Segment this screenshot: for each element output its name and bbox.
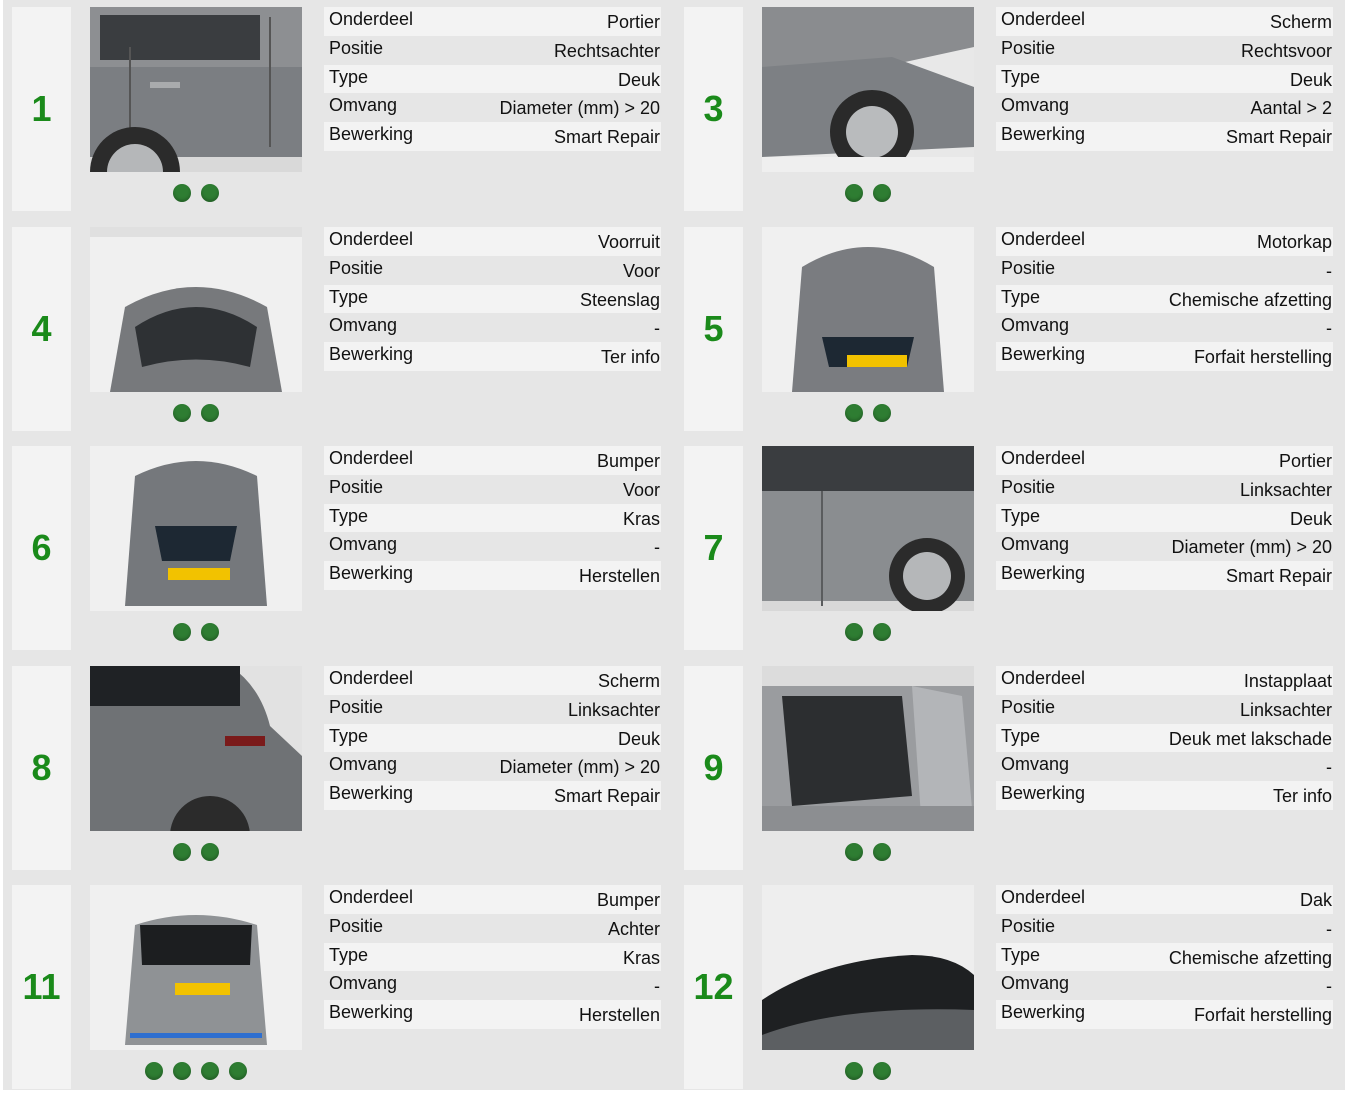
- field-value: Deuk: [1289, 69, 1332, 90]
- field-label: Bewerking: [1001, 1002, 1086, 1023]
- field-value: Ter info: [600, 347, 660, 368]
- field-label: Onderdeel: [329, 9, 414, 29]
- photo-pager[interactable]: [90, 1062, 302, 1080]
- field-label: Positie: [1001, 696, 1056, 717]
- damage-photo[interactable]: [762, 885, 974, 1050]
- field-label: Omvang: [329, 315, 398, 336]
- field-label: Positie: [329, 257, 384, 278]
- pager-dot[interactable]: [201, 1062, 219, 1080]
- detail-row-positie: [324, 695, 661, 724]
- damage-card: [12, 7, 660, 211]
- pager-dot[interactable]: [173, 1062, 191, 1080]
- detail-row-type: [996, 504, 1333, 533]
- field-value: -: [1326, 757, 1332, 778]
- damage-details: [324, 7, 661, 151]
- detail-row-positie: [996, 695, 1333, 724]
- damage-details: [324, 227, 661, 371]
- detail-row-type: [324, 504, 661, 533]
- detail-row-positie: [996, 475, 1333, 504]
- field-value: Smart Repair: [553, 786, 660, 807]
- pager-dot[interactable]: [873, 404, 891, 422]
- field-label: Bewerking: [1001, 124, 1086, 145]
- field-value: Steenslag: [579, 289, 660, 310]
- damage-number: 6: [12, 446, 71, 650]
- detail-row-bewerking: [996, 342, 1333, 371]
- field-label: Positie: [329, 476, 384, 497]
- field-label: Bewerking: [329, 783, 414, 804]
- field-label: Bewerking: [329, 1002, 414, 1023]
- field-label: Type: [1001, 505, 1041, 526]
- field-value: Rechtsvoor: [1240, 40, 1332, 61]
- field-value: Linksachter: [567, 699, 660, 720]
- field-value: Chemische afzetting: [1168, 289, 1332, 310]
- field-value: -: [1326, 260, 1332, 281]
- field-label: Onderdeel: [1001, 668, 1086, 688]
- photo-pager[interactable]: [762, 184, 974, 202]
- pager-dot[interactable]: [845, 843, 863, 861]
- field-label: Type: [329, 725, 369, 746]
- photo-pager[interactable]: [762, 1062, 974, 1080]
- damage-card: [684, 666, 1332, 870]
- field-label: Type: [329, 66, 369, 87]
- photo-pager[interactable]: [90, 184, 302, 202]
- field-value: Portier: [1278, 451, 1332, 471]
- pager-dot[interactable]: [873, 184, 891, 202]
- damage-details: [996, 446, 1333, 590]
- field-value: Motorkap: [1256, 232, 1332, 252]
- field-value: Scherm: [597, 671, 660, 691]
- damage-details: [324, 885, 661, 1029]
- detail-row-positie: [996, 914, 1333, 943]
- field-value: Chemische afzetting: [1168, 947, 1332, 968]
- detail-row-bewerking: [996, 1000, 1333, 1029]
- detail-row-onderdeel: [324, 7, 661, 36]
- damage-photo[interactable]: [762, 227, 974, 392]
- detail-row-type: [996, 65, 1333, 94]
- damage-details: [996, 227, 1333, 371]
- detail-row-omvang: [996, 313, 1333, 342]
- detail-row-positie: [324, 256, 661, 285]
- field-value: Dak: [1299, 890, 1332, 910]
- detail-row-bewerking: [324, 781, 661, 810]
- field-label: Bewerking: [1001, 783, 1086, 804]
- field-label: Type: [1001, 66, 1041, 87]
- damage-details: [324, 446, 661, 590]
- detail-row-type: [324, 724, 661, 753]
- damage-number: 12: [684, 885, 743, 1089]
- field-value: Kras: [622, 508, 660, 529]
- detail-row-onderdeel: [324, 227, 661, 256]
- field-value: Deuk: [1289, 508, 1332, 529]
- damage-photo[interactable]: [762, 666, 974, 831]
- field-label: Bewerking: [1001, 344, 1086, 365]
- detail-row-omvang: [324, 752, 661, 781]
- field-label: Positie: [329, 37, 384, 58]
- field-label: Bewerking: [329, 124, 414, 145]
- damage-card: [684, 227, 1332, 431]
- damage-card: [684, 7, 1332, 211]
- field-label: Type: [1001, 725, 1041, 746]
- photo-pager[interactable]: [90, 404, 302, 422]
- field-value: Instapplaat: [1243, 671, 1332, 691]
- field-label: Onderdeel: [329, 668, 414, 688]
- pager-dot[interactable]: [873, 623, 891, 641]
- pager-dot[interactable]: [845, 1062, 863, 1080]
- field-label: Bewerking: [329, 344, 414, 365]
- damage-card: [12, 446, 660, 650]
- detail-row-onderdeel: [996, 885, 1333, 914]
- detail-row-type: [996, 285, 1333, 314]
- detail-row-bewerking: [996, 122, 1333, 151]
- detail-row-omvang: [996, 971, 1333, 1000]
- damage-number: 1: [12, 7, 71, 211]
- field-label: Positie: [1001, 37, 1056, 58]
- pager-dot[interactable]: [873, 1062, 891, 1080]
- field-value: -: [1326, 976, 1332, 997]
- detail-row-omvang: [324, 971, 661, 1000]
- field-value: Linksachter: [1239, 699, 1332, 720]
- field-value: Smart Repair: [1225, 127, 1332, 148]
- field-value: Deuk met lakschade: [1168, 728, 1332, 749]
- detail-row-bewerking: [324, 561, 661, 590]
- damage-number: 7: [684, 446, 743, 650]
- field-label: Onderdeel: [1001, 448, 1086, 468]
- field-value: Scherm: [1269, 12, 1332, 32]
- field-label: Onderdeel: [329, 887, 414, 907]
- detail-row-onderdeel: [996, 666, 1333, 695]
- field-label: Onderdeel: [1001, 229, 1086, 249]
- detail-row-type: [324, 285, 661, 314]
- detail-row-positie: [324, 36, 661, 65]
- damage-photo[interactable]: [90, 446, 302, 611]
- pager-dot[interactable]: [173, 184, 191, 202]
- detail-row-type: [324, 943, 661, 972]
- damage-card: [12, 227, 660, 431]
- field-label: Type: [329, 944, 369, 965]
- damage-card: [12, 666, 660, 870]
- field-value: Portier: [606, 12, 660, 32]
- detail-row-onderdeel: [996, 227, 1333, 256]
- damage-number: 11: [12, 885, 71, 1089]
- field-value: Forfait herstelling: [1193, 1005, 1332, 1026]
- field-label: Positie: [1001, 257, 1056, 278]
- field-value: -: [654, 318, 660, 339]
- detail-row-positie: [324, 475, 661, 504]
- field-value: -: [654, 976, 660, 997]
- field-value: Voor: [622, 479, 660, 500]
- field-value: Diameter (mm) > 20: [1171, 537, 1332, 558]
- field-label: Positie: [329, 696, 384, 717]
- field-label: Omvang: [329, 754, 398, 775]
- detail-row-omvang: [324, 532, 661, 561]
- field-label: Omvang: [1001, 315, 1070, 336]
- detail-row-onderdeel: [996, 7, 1333, 36]
- field-value: Diameter (mm) > 20: [499, 98, 660, 119]
- detail-row-type: [996, 724, 1333, 753]
- detail-row-positie: [996, 36, 1333, 65]
- detail-row-omvang: [996, 93, 1333, 122]
- field-label: Onderdeel: [1001, 887, 1086, 907]
- field-value: Kras: [622, 947, 660, 968]
- field-label: Bewerking: [1001, 563, 1086, 584]
- damage-details: [324, 666, 661, 810]
- field-value: Forfait herstelling: [1193, 347, 1332, 368]
- pager-dot[interactable]: [201, 843, 219, 861]
- field-label: Omvang: [1001, 973, 1070, 994]
- damage-number: 5: [684, 227, 743, 431]
- damage-photo[interactable]: [762, 446, 974, 611]
- damage-number: 4: [12, 227, 71, 431]
- damage-details: [996, 885, 1333, 1029]
- field-value: Deuk: [617, 728, 660, 749]
- field-label: Omvang: [329, 95, 398, 116]
- field-value: Smart Repair: [553, 127, 660, 148]
- damage-details: [996, 666, 1333, 810]
- field-value: Ter info: [1272, 786, 1332, 807]
- field-value: Aantal > 2: [1250, 98, 1332, 119]
- damage-number: 3: [684, 7, 743, 211]
- field-label: Onderdeel: [1001, 9, 1086, 29]
- detail-row-omvang: [324, 93, 661, 122]
- detail-row-type: [324, 65, 661, 94]
- field-value: Rechtsachter: [553, 40, 660, 61]
- damage-photo[interactable]: [90, 7, 302, 172]
- field-value: Voor: [622, 260, 660, 281]
- field-value: Deuk: [617, 69, 660, 90]
- field-label: Omvang: [329, 534, 398, 555]
- pager-dot[interactable]: [845, 404, 863, 422]
- field-value: -: [654, 537, 660, 558]
- pager-dot[interactable]: [173, 404, 191, 422]
- field-label: Type: [329, 286, 369, 307]
- detail-row-type: [996, 943, 1333, 972]
- photo-pager[interactable]: [762, 843, 974, 861]
- pager-dot[interactable]: [873, 843, 891, 861]
- photo-pager[interactable]: [762, 623, 974, 641]
- detail-row-omvang: [996, 532, 1333, 561]
- damage-number: 9: [684, 666, 743, 870]
- field-label: Positie: [329, 915, 384, 936]
- detail-row-onderdeel: [996, 446, 1333, 475]
- detail-row-bewerking: [324, 342, 661, 371]
- damage-photo[interactable]: [762, 7, 974, 172]
- pager-dot[interactable]: [173, 623, 191, 641]
- detail-row-omvang: [996, 752, 1333, 781]
- detail-row-onderdeel: [324, 446, 661, 475]
- photo-pager[interactable]: [90, 623, 302, 641]
- field-value: Smart Repair: [1225, 566, 1332, 587]
- photo-pager[interactable]: [90, 843, 302, 861]
- detail-row-omvang: [324, 313, 661, 342]
- pager-dot[interactable]: [201, 184, 219, 202]
- damage-number: 8: [12, 666, 71, 870]
- field-label: Type: [1001, 286, 1041, 307]
- pager-dot[interactable]: [201, 404, 219, 422]
- field-label: Omvang: [1001, 754, 1070, 775]
- damage-card: [684, 885, 1332, 1089]
- detail-row-bewerking: [996, 561, 1333, 590]
- field-label: Bewerking: [329, 563, 414, 584]
- pager-dot[interactable]: [845, 623, 863, 641]
- detail-row-onderdeel: [324, 666, 661, 695]
- pager-dot[interactable]: [145, 1062, 163, 1080]
- photo-pager[interactable]: [762, 404, 974, 422]
- detail-row-positie: [324, 914, 661, 943]
- field-label: Type: [1001, 944, 1041, 965]
- damage-photo[interactable]: [90, 227, 302, 392]
- field-value: -: [1326, 918, 1332, 939]
- detail-row-positie: [996, 256, 1333, 285]
- damage-photo[interactable]: [90, 885, 302, 1050]
- field-value: Bumper: [596, 451, 660, 471]
- field-label: Type: [329, 505, 369, 526]
- damage-card: [12, 885, 660, 1089]
- pager-dot[interactable]: [173, 843, 191, 861]
- damage-photo[interactable]: [90, 666, 302, 831]
- field-value: Diameter (mm) > 20: [499, 757, 660, 778]
- field-value: Bumper: [596, 890, 660, 910]
- field-value: -: [1326, 318, 1332, 339]
- field-value: Herstellen: [578, 1005, 660, 1026]
- detail-row-bewerking: [324, 1000, 661, 1029]
- field-label: Onderdeel: [329, 448, 414, 468]
- field-label: Onderdeel: [329, 229, 414, 249]
- pager-dot[interactable]: [845, 184, 863, 202]
- detail-row-bewerking: [324, 122, 661, 151]
- field-label: Omvang: [1001, 95, 1070, 116]
- field-label: Positie: [1001, 476, 1056, 497]
- damage-details: [996, 7, 1333, 151]
- damage-report-sheet: [3, 0, 1345, 1090]
- damage-card: [684, 446, 1332, 650]
- field-value: Voorruit: [597, 232, 660, 252]
- field-value: Linksachter: [1239, 479, 1332, 500]
- field-label: Positie: [1001, 915, 1056, 936]
- field-label: Omvang: [329, 973, 398, 994]
- detail-row-bewerking: [996, 781, 1333, 810]
- pager-dot[interactable]: [229, 1062, 247, 1080]
- field-value: Herstellen: [578, 566, 660, 587]
- field-label: Omvang: [1001, 534, 1070, 555]
- pager-dot[interactable]: [201, 623, 219, 641]
- field-value: Achter: [607, 918, 660, 939]
- detail-row-onderdeel: [324, 885, 661, 914]
